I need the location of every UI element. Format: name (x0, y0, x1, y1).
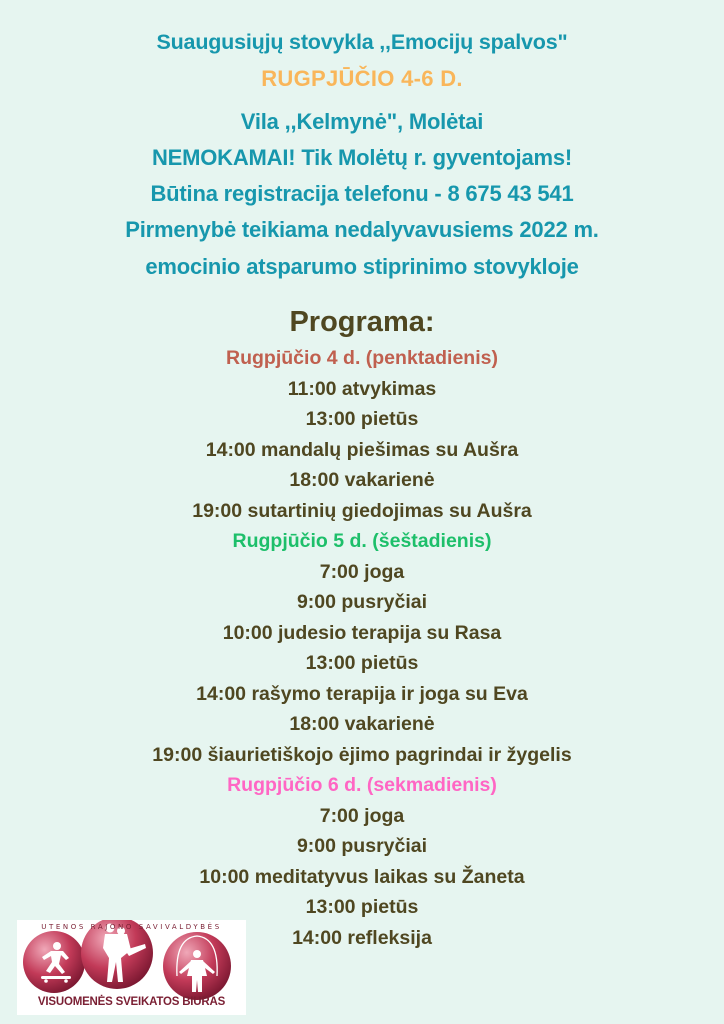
logo-top-text: UTENOS RAJONO SAVIVALDYBĖS (41, 923, 222, 931)
day-header-2: Rugpjūčio 5 d. (šeštadienis) (232, 530, 492, 552)
schedule-item: 14:00 mandalų piešimas su Aušra (205, 439, 519, 461)
health-bureau-logo (17, 920, 246, 1015)
schedule-item: 13:00 pietūs (305, 652, 419, 674)
schedule-item: 14:00 rašymo terapija ir joga su Eva (196, 683, 528, 705)
program-title: Programa: (289, 306, 435, 338)
schedule-item: 7:00 joga (319, 561, 405, 583)
day-header-3: Rugpjūčio 6 d. (sekmadienis) (227, 774, 497, 796)
schedule-item: 14:00 refleksija (292, 927, 432, 949)
schedule-item: 18:00 vakarienė (289, 469, 435, 491)
schedule-item: 11:00 atvykimas (287, 378, 437, 400)
priority-line-2: emocinio atsparumo stiprinimo stovykloje (145, 254, 579, 279)
schedule-item: 19:00 šiaurietiškojo ėjimo pagrindai ir žygelis (152, 744, 572, 766)
priority-line: Pirmenybė teikiama nedalyvavusiems 2022 m. (125, 217, 599, 242)
camp-title: Suaugusiųjų stovykla ,,Emocijų spalvos" (156, 30, 568, 54)
logo-bottom-text: VISUOMENĖS SVEIKATOS BIURAS (37, 996, 226, 1008)
registration-line: Būtina registracija telefonu - 8 675 43 541 (150, 181, 574, 206)
venue-line: Vila ,,Kelmynė", Molėtai (240, 109, 484, 134)
schedule-item: 9:00 pusryčiai (296, 835, 428, 857)
schedule-item: 9:00 pusryčiai (296, 591, 428, 613)
camp-dates: RUGPJŪČIO 4-6 D. (261, 66, 463, 91)
schedule-item: 18:00 vakarienė (289, 713, 435, 735)
day-header-1: Rugpjūčio 4 d. (penktadienis) (226, 347, 498, 369)
free-notice-line: NEMOKAMAI! Tik Molėtų r. gyventojams! (151, 145, 573, 170)
schedule-item: 10:00 meditatyvus laikas su Žaneta (199, 866, 525, 888)
schedule-item: 13:00 pietūs (305, 896, 419, 918)
schedule-item: 7:00 joga (319, 805, 405, 827)
schedule-item: 19:00 sutartinių giedojimas su Aušra (192, 500, 532, 522)
schedule-item: 10:00 judesio terapija su Rasa (222, 622, 502, 644)
schedule-item: 13:00 pietūs (305, 408, 419, 430)
